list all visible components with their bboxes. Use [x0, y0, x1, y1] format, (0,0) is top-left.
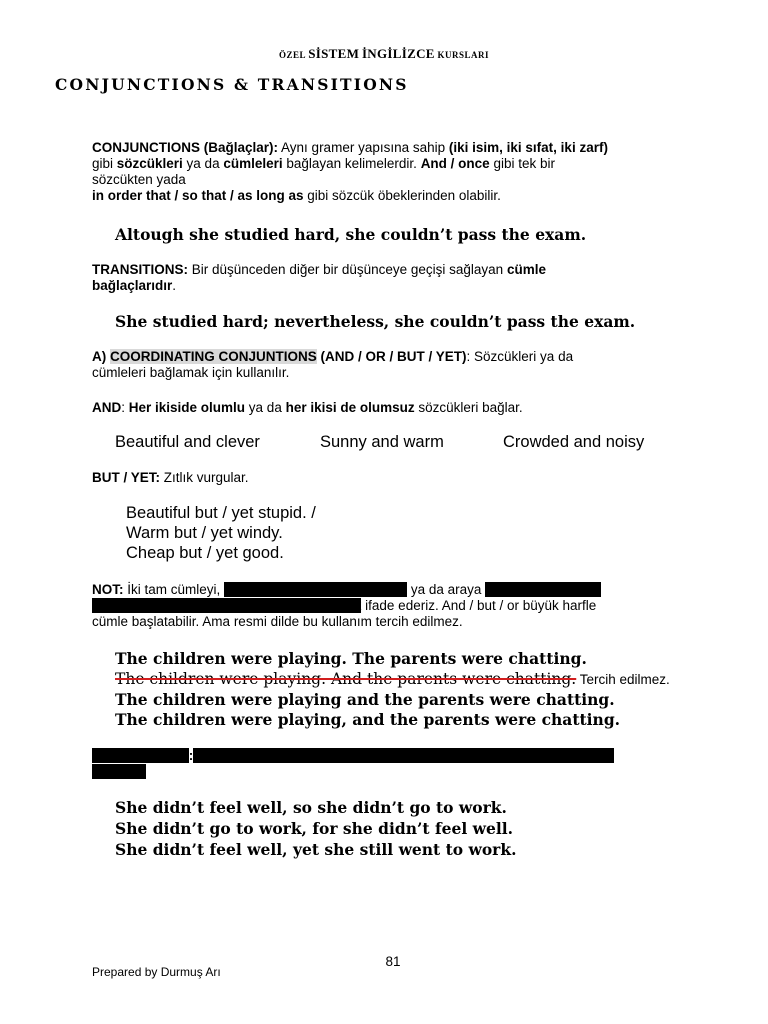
header-ingilizce: İNGİLİZCE — [361, 46, 435, 61]
text: ifade ederiz. And / but / or büyük harfle — [361, 598, 597, 613]
redacted-text: sonra ikinci cümlenin başına bağlaç getirerek — [92, 598, 362, 613]
example-altough: Altough she studied hard, she couldn’t pass the exam. — [115, 225, 587, 244]
redacted-text: YET / SO / FOR — [92, 748, 189, 763]
but-example: Cheap but / yet good. — [126, 544, 284, 562]
but-examples — [126, 503, 316, 563]
but-example: Warm but / yet windy. — [126, 524, 283, 542]
note-paragraph — [92, 582, 702, 630]
page-number: 81 — [385, 954, 401, 969]
coordinating-highlight: COORDINATING CONJUNTIONS — [110, 349, 317, 364]
text: gibi sözcük öbeklerinden olabilir. — [303, 188, 501, 203]
but-example: Beautiful but / yet stupid. / — [126, 504, 316, 522]
text: And / once — [420, 156, 490, 171]
text: bağlaçlarıdır — [92, 278, 173, 293]
example-sentence: She didn’t feel well, so she didn’t go to work. — [115, 798, 507, 817]
transitions-paragraph — [92, 262, 692, 294]
text: in order that / so that / as long as — [92, 188, 304, 203]
but-label: BUT / YET: — [92, 470, 161, 485]
text: sözcükten yada — [92, 172, 186, 187]
and-label: AND — [92, 400, 122, 415]
text: cümleleri bağlamak için kullanılır. — [92, 365, 290, 380]
footer: Prepared by Durmuş Arı — [92, 965, 221, 979]
text: bağlayan kelimelerdir. — [282, 156, 421, 171]
text: cümleleri — [223, 156, 283, 171]
text: ya da araya — [407, 582, 486, 597]
but-rule — [92, 470, 692, 486]
redacted-text: ya birinci cümleyi noktalayarak — [224, 582, 408, 597]
example-nevertheless: She studied hard; nevertheless, she couldn’t pass the exam. — [115, 312, 636, 331]
text: Her ikiside olumlu — [128, 400, 246, 415]
text: gibi — [92, 156, 117, 171]
redacted-text: ile ayrılır. — [92, 764, 147, 779]
and-rule — [92, 400, 692, 416]
redacted-text: bir virgül koyduktan — [485, 582, 602, 597]
and-example: Sunny and warm — [320, 433, 444, 451]
text: . — [172, 278, 177, 293]
header — [0, 46, 768, 62]
text: : — [121, 400, 129, 415]
children-examples — [115, 649, 670, 730]
text: : — [188, 748, 194, 763]
text: Zıtlık vurgular. — [160, 470, 249, 485]
text: sözcükleri bağlar. — [414, 400, 523, 415]
she-examples — [115, 797, 517, 860]
struck-sentence: The children were playing. And the parents were chatting. — [115, 670, 577, 688]
header-ozel: ÖZEL — [279, 50, 306, 60]
note-label: NOT: — [92, 582, 124, 597]
text: Bir düşünceden diğer bir düşünceye geçişi sağlayan — [188, 262, 507, 277]
example-sentence: The children were playing, and the parents were chatting. — [115, 710, 621, 729]
text: Aynı gramer yapısına sahip — [278, 140, 449, 155]
text: (AND / OR / BUT / YET) — [316, 349, 467, 364]
text: ya da — [182, 156, 224, 171]
text: sözcükleri — [116, 156, 183, 171]
text: İki tam cümleyi, — [123, 582, 225, 597]
coordinating-paragraph — [92, 349, 692, 381]
header-sistem: SİSTEM — [308, 46, 360, 61]
example-sentence: The children were playing. The parents were chatting. — [115, 649, 587, 668]
header-kurslari: KURSLARI — [437, 50, 489, 60]
text: gibi tek bir — [489, 156, 555, 171]
text: her ikisi de olumsuz — [285, 400, 415, 415]
text: Tercih edilmez. — [576, 672, 670, 687]
text: : Sözcükleri ya da — [466, 349, 574, 364]
text: (iki isim, iki sıfat, iki zarf) — [448, 140, 608, 155]
yet-so-for-paragraph — [92, 748, 692, 780]
text: cümle başlatabilir. Ama resmi dilde bu kullanım tercih edilmez. — [92, 614, 463, 629]
text: ya da — [245, 400, 286, 415]
example-sentence: She didn’t go to work, for she didn’t feel well. — [115, 819, 514, 838]
and-example: Crowded and noisy — [503, 433, 645, 451]
transitions-label: TRANSITIONS: — [92, 262, 188, 277]
and-example: Beautiful and clever — [115, 433, 260, 451]
page-title: CONJUNCTIONS & TRANSITIONS — [55, 75, 409, 94]
text: A) — [92, 349, 110, 364]
conjunctions-label: CONJUNCTIONS (Bağlaçlar): — [92, 140, 279, 155]
conjunctions-paragraph — [92, 140, 692, 204]
text: cümle — [506, 262, 546, 277]
redacted-text: Bağlaç olarak kullanıldığında kendilerinden önceki cümleden bir virgül — [193, 748, 614, 763]
example-sentence: The children were playing and the parents were chatting. — [115, 690, 615, 709]
example-sentence: She didn’t feel well, yet she still went to work. — [115, 840, 517, 859]
